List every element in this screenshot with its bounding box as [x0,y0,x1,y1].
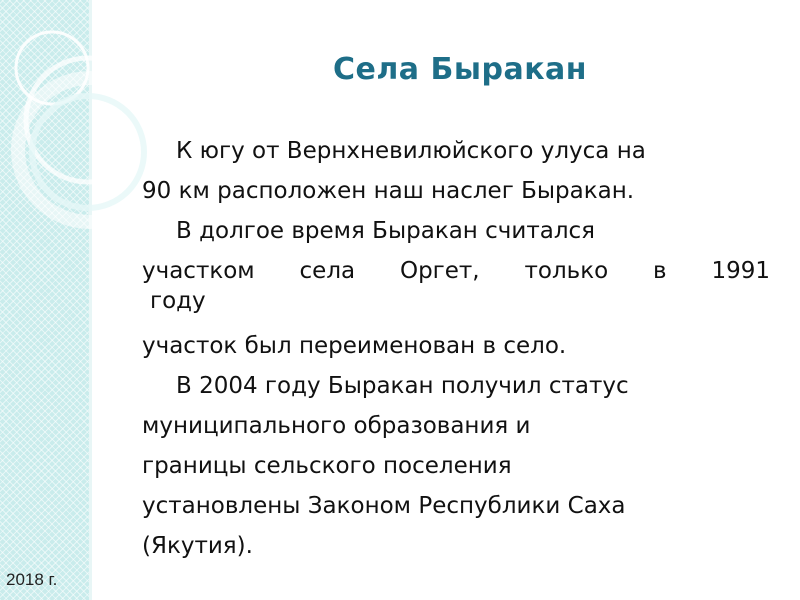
text-line: 90 км расположен наш наслег Быракан. [142,178,635,204]
footer-date: 2018 г. [6,570,58,589]
text-line: установлены Законом Республики Саха [142,493,626,519]
text-line: году [150,288,206,314]
text-line: границы сельского поселения [142,453,512,479]
text-line: участком села Оргет, только в 1991 [142,258,770,284]
decorative-side-panel [0,0,90,600]
text-line: В 2004 году Быракан получил статус [176,373,629,399]
slide-title: Села Быракан [332,52,588,87]
text-line: В долгое время Быракан считался [176,218,596,244]
text-line: (Якутия). [142,533,253,559]
text-line: муниципального образования и [142,413,531,439]
panel-edge-divider [89,0,92,600]
text-line: участок был переименован в село. [142,333,567,359]
text-line: К югу от Вернхневилюйского улуса на [176,138,646,164]
